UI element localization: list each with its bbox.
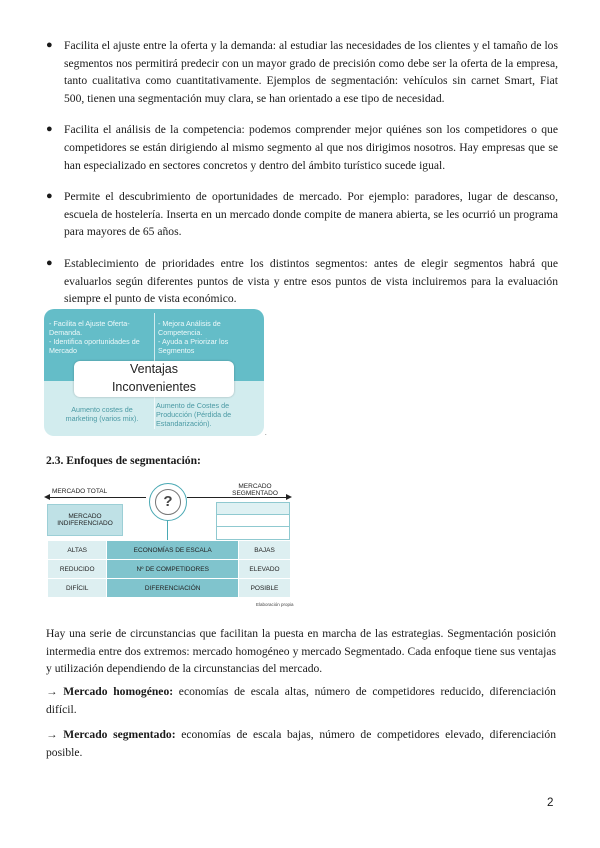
- bullet-item: [46, 255, 558, 308]
- arrow-right-icon: [286, 494, 292, 500]
- table-cell: REDUCIDO: [48, 560, 107, 579]
- arrow-icon: →: [46, 728, 58, 741]
- table-cell: Nº DE COMPETIDORES: [107, 560, 239, 579]
- table-cell: BAJAS: [238, 541, 290, 560]
- question-mark-icon: ?: [155, 489, 181, 515]
- section-heading: 2.3. Enfoques de segmentación:: [46, 454, 201, 467]
- table-cell: ECONOMÍAS DE ESCALA: [107, 541, 239, 560]
- right-axis-line: [187, 497, 287, 498]
- table-cell: DIFERENCIACIÓN: [107, 579, 239, 598]
- diagram-source: Elaboración propia: [256, 602, 294, 607]
- comparison-table: [47, 540, 291, 598]
- bullet-dot-icon: ●: [46, 256, 53, 269]
- advantage-item: - Facilita el Ajuste Oferta-Demanda.: [49, 319, 130, 337]
- undifferentiated-market-box: [47, 504, 123, 536]
- page-number: 2: [547, 796, 554, 809]
- segmented-market-label: MERCADO SEGMENTADO: [232, 483, 278, 497]
- disadvantage-right: Aumento de Costes de Producción (Pérdida de Estandarización).: [156, 401, 232, 428]
- arrow-left-icon: [44, 494, 50, 500]
- segment-row: [217, 503, 289, 515]
- paragraph-homogeneous: [46, 683, 556, 718]
- center-stem: [167, 520, 168, 540]
- segment-row: [217, 515, 289, 527]
- bullet-item: [46, 37, 558, 107]
- term-segmented: Mercado segmentado:: [63, 728, 176, 741]
- arrow-icon: →: [46, 685, 58, 698]
- definition-segmented: economías de escala bajas, número de competidores elevado, diferenciación posible.: [46, 728, 556, 759]
- table-cell: DIFÍCIL: [48, 579, 107, 598]
- question-circle: [149, 483, 187, 521]
- bullet-dot-icon: ●: [46, 123, 53, 136]
- center-label-box: [74, 361, 234, 397]
- table-cell: POSIBLE: [238, 579, 290, 598]
- term-homogeneous: Mercado homogéneo:: [63, 685, 174, 698]
- table-row: [48, 560, 291, 579]
- segmentation-approaches-diagram: [44, 480, 294, 610]
- bullet-dot-icon: ●: [46, 190, 53, 203]
- advantages-disadvantages-diagram: [44, 309, 267, 437]
- bullet-list: [46, 37, 558, 322]
- segmented-market-box: [216, 502, 290, 540]
- paragraph-segmented: [46, 726, 556, 761]
- undifferentiated-market-label: MERCADO INDIFERENCIADO: [57, 512, 113, 527]
- table-cell: ALTAS: [48, 541, 107, 560]
- advantage-item: - Mejora Análisis de Competencia.: [158, 319, 221, 337]
- advantages-title: Ventajas: [130, 362, 178, 376]
- advantage-right: [158, 319, 258, 355]
- table-row: [48, 579, 291, 598]
- disadvantage-left: Aumento costes de marketing (varios mix).: [65, 405, 139, 423]
- bullet-dot-icon: ●: [46, 39, 53, 51]
- disadvantages-title: Inconvenientes: [111, 380, 197, 394]
- bullet-item: [46, 121, 558, 174]
- advantage-item: - Identifica oportunidades de Mercado: [49, 337, 140, 355]
- bullet-text: Establecimiento de prioridades entre los distintos segmentos: antes de elegir segmentos habrá que evaluarlos según diferentes puntos de vista y entre esos puntos de vista incluiremos para la evaluación siempre el punto de vista económico.: [64, 256, 558, 306]
- table-row: [48, 541, 291, 560]
- left-axis-line: [46, 497, 146, 498]
- bullet-item: [46, 188, 558, 241]
- definition-homogeneous: economías de escala altas, número de competidores reducido, diferenciación difícil.: [46, 685, 556, 716]
- bullet-text: Facilita el análisis de la competencia: podemos comprender mejor quiénes son los competidores o que competidores se están dirigiendo al mismo segmento al que nos dirigimos nosotros. Hay empresas que se han especializado en sectores concretos y dentro del ámbito turístico sucede igual.: [64, 123, 558, 172]
- advantage-left: [49, 319, 149, 355]
- bullet-text: Facilita el ajuste entre la oferta y la demanda: al estudiar las necesidades de los clientes y el tamaño de los segmentos nos permitirá predecir con un mayor grado de precisión como debe ser la oferta de la empresa, tanto cualitativa como cuantitativamente. Ejemplos de segmentación: vehículos sin carnet Smart, Fiat 500, tienen una segmentación muy clara, se han orientado a ese tipo de necesidad.: [64, 39, 558, 105]
- table-cell: ELEVADO: [238, 560, 290, 579]
- paragraph-intro: Hay una serie de circunstancias que facilitan la puesta en marcha de las estrategias. Segmentación posición intermedia entre dos extremos: mercado homogéneo y mercado Segmentado. Cada enfoque tiene sus ventajas y utilización dependiendo de la circunstancias del mercado.: [46, 627, 556, 676]
- total-market-label: MERCADO TOTAL: [52, 488, 108, 495]
- segment-row: [217, 527, 289, 539]
- advantage-item: - Ayuda a Priorizar los Segmentos: [158, 337, 229, 355]
- bullet-text: Permite el descubrimiento de oportunidades de mercado. Por ejemplo: paradores, lugar de descanso, escuela de hostelería. Inserta en un mercado donde compite de manera abierta, se les ocurrió un programa para mayores de 65 años.: [64, 190, 558, 239]
- end-mark: .: [265, 431, 267, 437]
